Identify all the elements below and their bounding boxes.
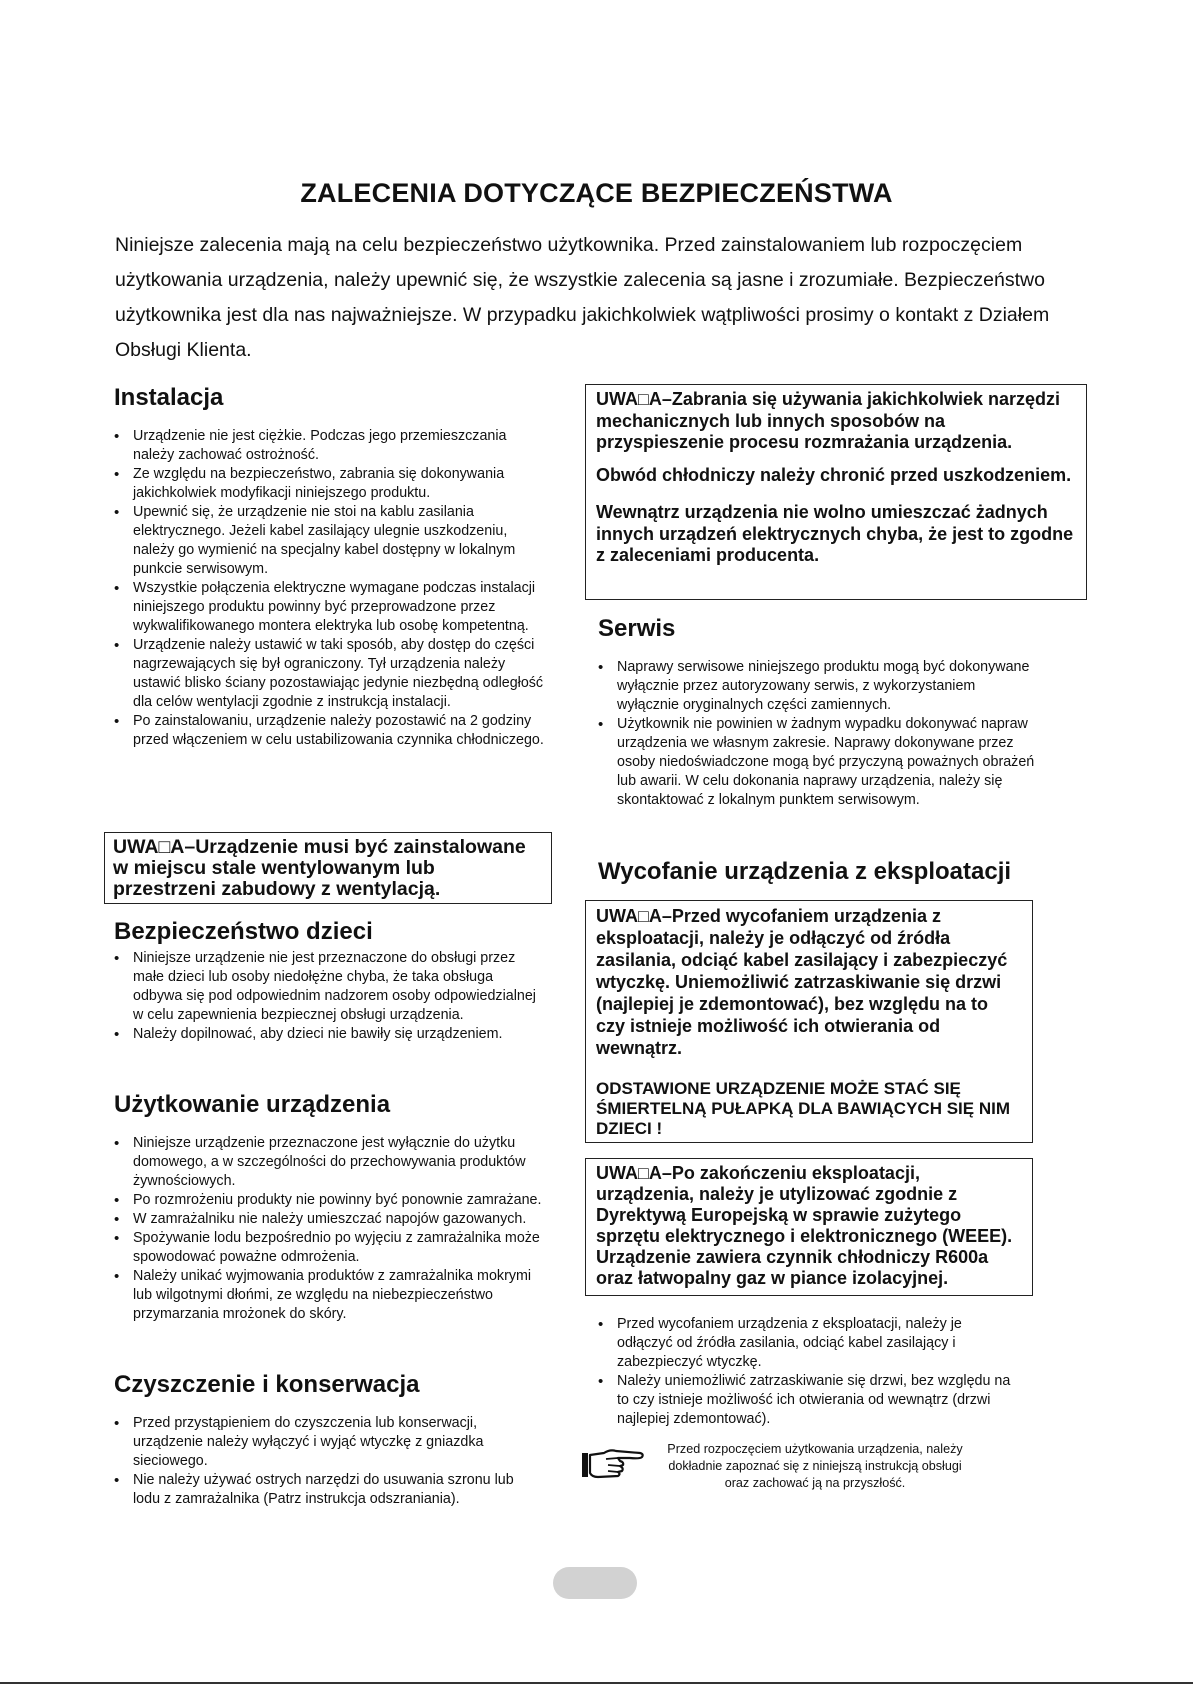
warning-text: UWA□A–Urządzenie musi być zainstalowane w miejscu stale wentylowanym lub przestrzeni zabudowy z wentylacją. xyxy=(113,836,526,900)
list-wycofanie xyxy=(598,1315,1018,1429)
warning-box-defrost xyxy=(585,384,1087,600)
list-item: • Niniejsze urządzenie nie jest przeznaczone do obsługi przez małe dzieci lub osoby niedołężne chyba, że taka obsługa odbywa się pod odpowiednim nadzorem osoby odpowiedzialnej w celu zapewnienia bezpiecznej obsługi urządzenia. xyxy=(114,949,544,1025)
list-item: • Ze względu na bezpieczeństwo, zabrania się dokonywania jakichkolwiek modyfikacji niniejszego produktu. xyxy=(114,465,544,503)
heading-dzieci: Bezpieczeństwo dzieci xyxy=(114,918,373,945)
warning-text: UWA□A–Przed wycofaniem urządzenia z eksploatacji, należy je odłączyć od źródła zasilania, odciąć kabel zasilający i zabezpieczyć wtyczkę. Uniemożliwić zatrzaskiwanie się drzwi (najlepiej je zdemontować), bez względu na to czy istnieje możliwość ich otwierania od wewnątrz. xyxy=(596,906,1008,1058)
section-serwis xyxy=(598,614,1038,810)
list-item: • Użytkownik nie powinien w żadnym wypadku dokonywać napraw urządzenia we własnym zakresie. Naprawy dokonywane przez osoby niedoświadczone mogą być przyczyną poważnych obrażeń lub awarii. W celu dokonania naprawy urządzenia, należy się skontaktować z lokalnym punktem serwisowym. xyxy=(598,715,1038,810)
list-instalacja xyxy=(114,427,544,750)
section-instalacja xyxy=(114,383,544,750)
section-uzytkowanie xyxy=(114,1090,544,1324)
section-czyszczenie xyxy=(114,1370,544,1509)
list-item: • W zamrażalniku nie należy umieszczać napojów gazowanych. xyxy=(114,1210,544,1229)
section-wycofanie xyxy=(598,857,1098,887)
list-item: • Urządzenie nie jest ciężkie. Podczas jego przemieszczania należy zachować ostrożność. xyxy=(114,427,544,465)
list-serwis xyxy=(598,658,1038,810)
page-number-badge xyxy=(553,1567,637,1599)
bottom-divider xyxy=(0,1682,1193,1684)
list-item: • Nie należy używać ostrych narzędzi do usuwania szronu lub lodu z zamrażalnika (Patrz instrukcja odszraniania). xyxy=(114,1471,544,1509)
heading-czyszczenie: Czyszczenie i konserwacja xyxy=(114,1371,420,1398)
list-item: • Po zainstalowaniu, urządzenie należy pozostawić na 2 godziny przed włączeniem w celu ustabilizowania czynnika chłodniczego. xyxy=(114,712,544,750)
heading-serwis: Serwis xyxy=(598,615,676,642)
heading-instalacja: Instalacja xyxy=(114,384,224,411)
list-item: • Należy uniemożliwić zatrzaskiwanie się drzwi, bez względu na to czy istnieje możliwość ich otwierania od wewnątrz (drzwi najlepiej zdemontować). xyxy=(598,1372,1018,1429)
warning-text: UWA□A–Po zakończeniu eksploatacji, urządzenia, należy je utylizować zgodnie z Dyrektywą Europejską w sprawie zużytego sprzętu elektrycznego i elektronicznego (WEEE). Urządzenie zawiera czynnik chłodniczy R600a oraz łatwopalny gaz w piance izolacyjnej. xyxy=(596,1163,1013,1288)
list-item: • Po rozmrożeniu produkty nie powinny być ponownie zamrażane. xyxy=(114,1191,544,1210)
heading-uzytkowanie: Użytkowanie urządzenia xyxy=(114,1091,391,1118)
list-dzieci xyxy=(114,949,544,1044)
warning-caps-text: ODSTAWIONE URZĄDZENIE MOŻE STAĆ SIĘ ŚMIERTELNĄ PUŁAPKĄ DLA BAWIĄCYCH SIĘ NIM DZIECI ! xyxy=(596,1079,1010,1138)
list-item: • Spożywanie lodu bezpośrednio po wyjęciu z zamrażalnika może spowodować poważne odmrożenia. xyxy=(114,1229,544,1267)
section-dzieci xyxy=(114,917,544,1044)
warning-box-disposal xyxy=(585,900,1033,1143)
warning-text: UWA□A–Zabrania się używania jakichkolwiek narzędzi mechanicznych lub innych sposobów na przyspieszenie procesu rozmrażania urządzenia. xyxy=(596,389,1061,452)
warning-box-weee xyxy=(585,1158,1033,1296)
list-item: • Upewnić się, że urządzenie nie stoi na kablu zasilania elektrycznego. Jeżeli kabel zasilający ulegnie uszkodzeniu, należy go wymienić na specjalny kabel dostępny w lokalnym punkcie serwisowym. xyxy=(114,503,544,579)
list-item: • Urządzenie należy ustawić w taki sposób, aby dostęp do części nagrzewających się był ograniczony. Tył urządzenia należy ustawić blisko ściany pozostawiając jedynie niezbędną odległość dla celów wentylacji zgodnie z instrukcją instalacji. xyxy=(114,636,544,712)
list-czyszczenie xyxy=(114,1414,544,1509)
heading-wycofanie: Wycofanie urządzenia z eksploatacji xyxy=(598,858,1012,885)
warning-text: Obwód chłodniczy należy chronić przed uszkodzeniem. xyxy=(596,464,1072,485)
list-item: • Naprawy serwisowe niniejszego produktu mogą być dokonywane wyłącznie przez autoryzowany serwis, z wykorzystaniem wyłącznie oryginalnych części zamiennych. xyxy=(598,658,1038,715)
pointing-hand-icon xyxy=(580,1443,646,1481)
list-item: • Należy unikać wyjmowania produktów z zamrażalnika mokrymi lub wilgotnymi dłońmi, ze względu na niebezpieczeństwo przymarzania mrożonek do skóry. xyxy=(114,1267,544,1324)
list-item: • Wszystkie połączenia elektryczne wymagane podczas instalacji niniejszego produktu powinny być przeprowadzone przez wykwalifikowanego montera elektryka lub osobę kompetentną. xyxy=(114,579,544,636)
list-item: • Przed wycofaniem urządzenia z eksploatacji, należy je odłączyć od źródła zasilania, odciąć kabel zasilający i zabezpieczyć wtyczkę. xyxy=(598,1315,1018,1372)
footnote-text: Przed rozpoczęciem użytkowania urządzenia, należy dokładnie zapoznać się z niniejszą instrukcją obsługi oraz zachować ją na przyszłość. xyxy=(667,1442,963,1490)
page-title: ZALECENIA DOTYCZĄCE BEZPIECZEŃSTWA xyxy=(300,178,893,208)
warning-box-install xyxy=(104,832,552,904)
section-wycofanie-list xyxy=(598,1315,1018,1429)
list-uzytkowanie xyxy=(114,1134,544,1324)
intro-paragraph: Niniejsze zalecenia mają na celu bezpieczeństwo użytkownika. Przed zainstalowaniem lub rozpoczęciem użytkowania urządzenia, należy upewnić się, że wszystkie zalecenia są jasne i zrozumiałe. Bezpieczeństwo użytkownika jest dla nas najważniejsze. W przypadku jakichkolwiek wątpliwości prosimy o kontakt z Działem Obsługi Klienta. xyxy=(115,234,1050,361)
list-item: • Należy dopilnować, aby dzieci nie bawiły się urządzeniem. xyxy=(114,1025,544,1044)
warning-text: Wewnątrz urządzenia nie wolno umieszczać żadnych innych urządzeń elektrycznych chyba, że jest to zgodne z zaleceniami producenta. xyxy=(596,502,1074,565)
list-item: • Przed przystąpieniem do czyszczenia lub konserwacji, urządzenie należy wyłączyć i wyjąć wtyczkę z gniazdka sieciowego. xyxy=(114,1414,544,1471)
list-item: • Niniejsze urządzenie przeznaczone jest wyłącznie do użytku domowego, a w szczególności do przechowywania produktów żywnościowych. xyxy=(114,1134,544,1191)
